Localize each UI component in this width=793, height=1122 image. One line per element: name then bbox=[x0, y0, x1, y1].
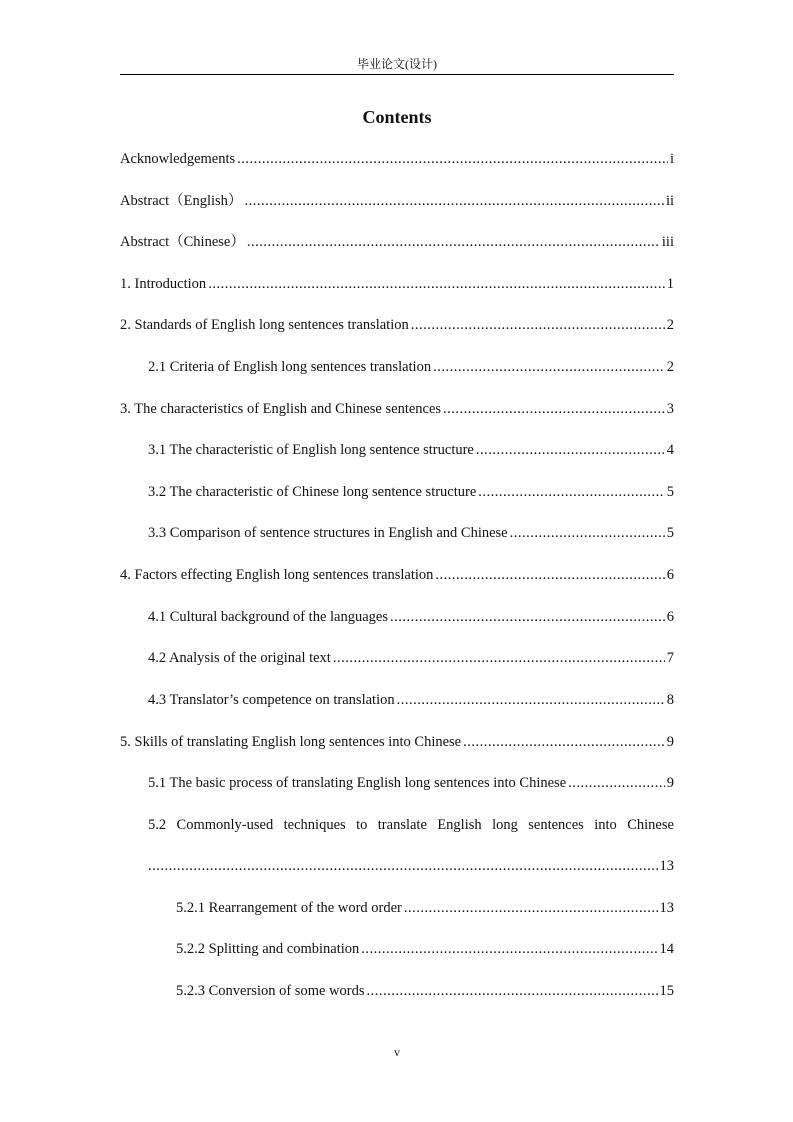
dot-leader bbox=[397, 690, 665, 710]
toc-entry-page: 7 bbox=[666, 650, 674, 666]
toc-entry-label: 3.2 The characteristic of Chinese long sentence structure bbox=[148, 484, 477, 500]
toc-entry-label: 5.2.1 Rearrangement of the word order bbox=[176, 900, 402, 916]
toc-entry-page: 13 bbox=[659, 858, 674, 874]
page-number: v bbox=[394, 1045, 400, 1059]
toc-entry-page: 2 bbox=[666, 317, 674, 333]
dot-leader bbox=[361, 939, 657, 959]
toc-entry-abstract-english[interactable] bbox=[120, 191, 674, 211]
toc-entry-section-5-2-1[interactable] bbox=[176, 898, 674, 918]
toc-entry-page: 9 bbox=[666, 734, 674, 750]
toc-entry-continuation bbox=[148, 856, 674, 876]
toc-entry-label: 4.1 Cultural background of the languages bbox=[148, 609, 388, 625]
toc-entry-section-3-1[interactable] bbox=[148, 440, 674, 460]
toc-entry-abstract-chinese[interactable] bbox=[120, 232, 674, 252]
toc-entry-section-4-3[interactable] bbox=[148, 690, 674, 710]
toc-entry-section-3-3[interactable] bbox=[148, 523, 674, 543]
dot-leader bbox=[237, 149, 668, 169]
toc-entry-page: 9 bbox=[666, 775, 674, 791]
toc-entry-label: 5.1 The basic process of translating English long sentences into Chinese bbox=[148, 775, 567, 791]
toc-entry-section-5[interactable] bbox=[120, 732, 674, 752]
dot-leader bbox=[333, 648, 665, 668]
toc-entry-label-word: Chinese bbox=[627, 817, 674, 833]
toc-entry-section-4[interactable] bbox=[120, 565, 674, 585]
toc-entry-page: 8 bbox=[666, 692, 674, 708]
toc-entry-section-2[interactable] bbox=[120, 315, 674, 335]
toc-entry-label-word: English bbox=[437, 817, 482, 833]
toc-entry-label: 4. Factors effecting English long sentences translation bbox=[120, 567, 434, 583]
toc-entry-section-5-1[interactable] bbox=[148, 773, 674, 793]
toc-entry-label: 5.2.3 Conversion of some words bbox=[176, 983, 365, 999]
toc-entry-page: 4 bbox=[666, 442, 674, 458]
toc-entry-label bbox=[148, 815, 674, 835]
dot-leader bbox=[478, 482, 664, 502]
toc-entry-label-word: long bbox=[492, 817, 518, 833]
toc-entry-section-3-2[interactable] bbox=[148, 482, 674, 502]
dot-leader bbox=[510, 523, 665, 543]
dot-leader bbox=[390, 607, 665, 627]
toc-entry-page: i bbox=[669, 151, 674, 167]
toc-entry-page: 2 bbox=[666, 359, 674, 375]
toc-entry-page: 14 bbox=[659, 941, 674, 957]
toc-entry-label: Abstract（English） bbox=[120, 193, 243, 209]
toc-entry-page: 1 bbox=[666, 276, 674, 292]
dot-leader bbox=[433, 357, 665, 377]
toc-entry-page: 6 bbox=[666, 609, 674, 625]
toc-entry-label: 2. Standards of English long sentences translation bbox=[120, 317, 409, 333]
toc-entry-section-5-2-3[interactable] bbox=[176, 981, 674, 1001]
toc-entry-page: 6 bbox=[666, 567, 674, 583]
dot-leader bbox=[463, 732, 665, 752]
toc-entry-label: Abstract（Chinese） bbox=[120, 234, 245, 250]
toc-entry-label-word: Commonly-used bbox=[176, 817, 274, 833]
toc-entry-section-4-1[interactable] bbox=[148, 607, 674, 627]
toc-entry-section-4-2[interactable] bbox=[148, 648, 674, 668]
dot-leader bbox=[244, 191, 664, 211]
toc-entry-page: 5 bbox=[666, 525, 674, 541]
toc-entry-label-word: 5.2 bbox=[148, 817, 167, 833]
running-header: 毕业论文(设计) bbox=[357, 57, 437, 71]
dot-leader bbox=[568, 773, 665, 793]
toc-entry-label: 3.1 The characteristic of English long sentence structure bbox=[148, 442, 474, 458]
toc-entry-label: 5.2.2 Splitting and combination bbox=[176, 941, 360, 957]
dot-leader bbox=[148, 856, 658, 876]
toc-entry-page: 5 bbox=[666, 484, 674, 500]
toc-entry-page: 15 bbox=[659, 983, 674, 999]
toc-entry-label-word: to bbox=[356, 817, 368, 833]
toc-entry-label-word: into bbox=[594, 817, 617, 833]
dot-leader bbox=[367, 981, 658, 1001]
toc-entry-label: Acknowledgements bbox=[120, 151, 236, 167]
dot-leader bbox=[443, 399, 665, 419]
toc-entry-label: 5. Skills of translating English long sentences into Chinese bbox=[120, 734, 462, 750]
toc-entry-section-5-2-2[interactable] bbox=[176, 939, 674, 959]
toc-entry-introduction[interactable] bbox=[120, 274, 674, 294]
toc-entry-label: 3.3 Comparison of sentence structures in English and Chinese bbox=[148, 525, 508, 541]
toc-entry-page: iii bbox=[661, 234, 674, 250]
toc-entry-page: 3 bbox=[666, 401, 674, 417]
toc-entry-acknowledgements[interactable] bbox=[120, 149, 674, 169]
toc-entry-label-word: techniques bbox=[283, 817, 346, 833]
toc-entry-label: 1. Introduction bbox=[120, 276, 207, 292]
toc-entry-label: 3. The characteristics of English and Chinese sentences bbox=[120, 401, 442, 417]
toc-entry-label: 4.3 Translator’s competence on translation bbox=[148, 692, 395, 708]
toc-entry-label-word: sentences bbox=[528, 817, 584, 833]
toc-entry-label: 2.1 Criteria of English long sentences translation bbox=[148, 359, 432, 375]
toc-entry-page: 13 bbox=[659, 900, 674, 916]
toc-entry-label-word: translate bbox=[377, 817, 427, 833]
dot-leader bbox=[208, 274, 665, 294]
dot-leader bbox=[247, 232, 660, 252]
toc-entry-section-2-1[interactable] bbox=[148, 357, 674, 377]
toc-entry-page: ii bbox=[665, 193, 674, 209]
dot-leader bbox=[411, 315, 665, 335]
toc-entry-section-3[interactable] bbox=[120, 399, 674, 419]
dot-leader bbox=[435, 565, 664, 585]
page-title: Contents bbox=[362, 107, 432, 127]
dot-leader bbox=[404, 898, 658, 918]
toc-entry-label: 4.2 Analysis of the original text bbox=[148, 650, 331, 666]
dot-leader bbox=[476, 440, 665, 460]
